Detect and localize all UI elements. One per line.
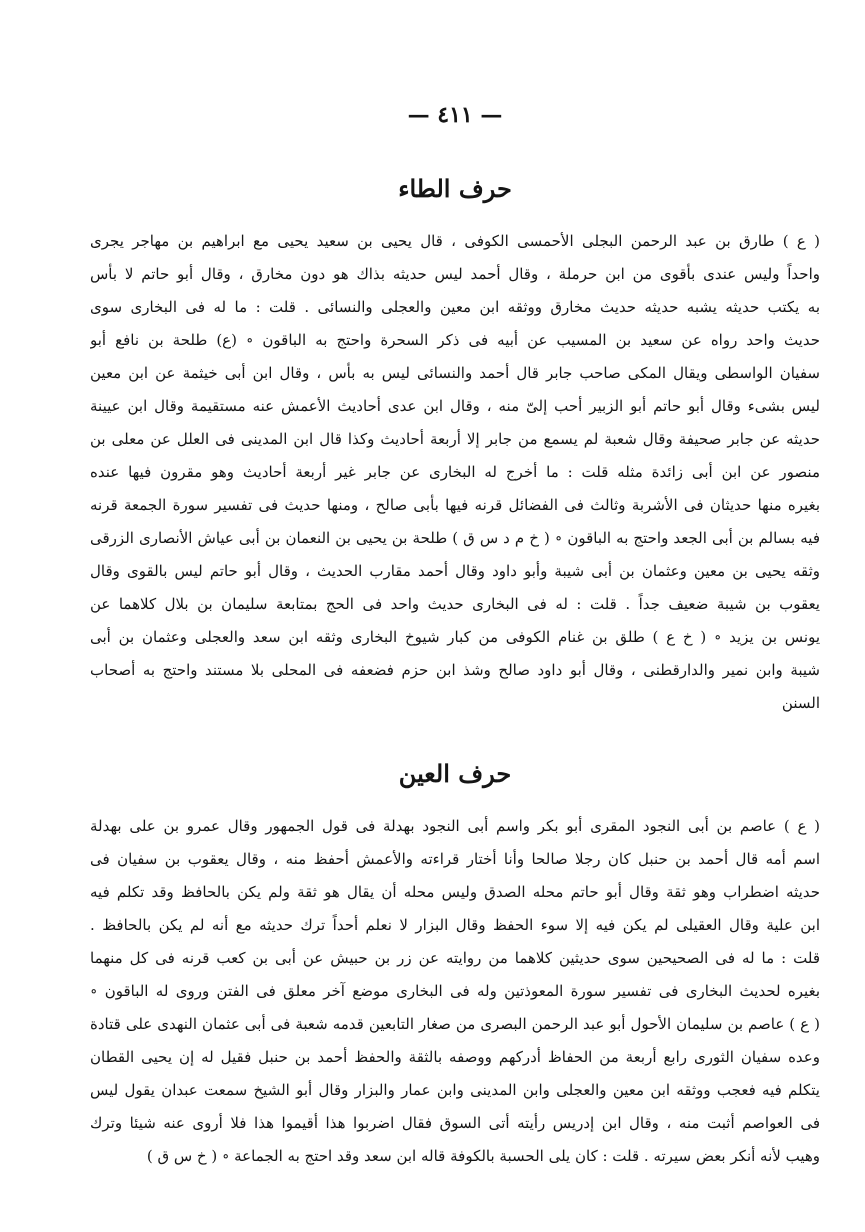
section-title: حرف العين bbox=[398, 759, 512, 788]
text-line: وثقه يحيى بن معين وعثمان بن أبى شيبة وأبو داود وقال أحمد مقارب الحديث ، وقال أبو حاتم ليس بالقوى وقال bbox=[90, 562, 820, 580]
text-line: ( ع ) طارق بن عبد الرحمن البجلى الأحمسى الكوفى ، قال يحيى بن سعيد يحيى مع ابراهيم بن مهاجر يجرى bbox=[90, 232, 820, 250]
text-line: ابن علية وقال العقيلى لم يكن فيه إلا سوء الحفظ وقال البزار لا نعلم أحداً ترك حديثه مع أنه لم يكن بالحافظ . bbox=[90, 916, 820, 934]
page-number: — ٤١١ — bbox=[407, 102, 503, 128]
text-line: بغيره منها حديثان فى الأشربة وثالث فى الفضائل قرنه فيها بأبى صالح ، ومنها حديث فى تفسير سورة الجمعة قرنه bbox=[90, 496, 820, 514]
text-line: وعده سفيان الثورى رابع أربعة من الحفاظ أدركهم ووصفه بالثقة والحفظ أحمد بن حنبل فقيل له إن يحيى القطان bbox=[90, 1048, 820, 1066]
text-line: يعقوب بن شيبة ضعيف جداً . قلت : له فى البخارى حديث واحد فى الحج بمتابعة سليمان بن بلال كلاهما عن bbox=[90, 595, 820, 613]
text-line: حديث واحد رواه عن سعيد بن المسيب عن أبيه فى ذكر السحرة واحتج به الباقون ∘ (ع) طلحة بن نافع أبو bbox=[90, 331, 820, 349]
section-title: حرف الطاء bbox=[398, 174, 512, 203]
text-line: فى العواصم أثبت منه ، وقال ابن إدريس رأيته أتى السوق فقال اضربوا هذا أقيموا هذا فلا أروى عنه شيئا وترك bbox=[90, 1114, 820, 1132]
text-line: بغيره لحديث البخارى فى تفسير سورة المعوذتين وله فى البخارى موضع آخر معلق فى الفتن وروى له الباقون ∘ bbox=[90, 982, 820, 1000]
book-page bbox=[90, 95, 820, 1183]
text-line: يونس بن يزيد ∘ ( خ ع ) طلق بن غنام الكوفى من كبار شيوخ البخارى وثقه ابن سعد والعجلى وعثمان بن أبى bbox=[90, 628, 820, 646]
text-line: السنن bbox=[781, 694, 820, 712]
section-letter-ta bbox=[90, 165, 820, 720]
text-line: قلت : ما له فى الصحيحين سوى حديثين كلاهما من روايته عن زر بن حبيش عن أبى بن كعب قرنه فى كل منهما bbox=[90, 949, 820, 967]
text-line: حديثه عن جابر صحيفة وقال شعبة لم يسمع من جابر إلا أربعة أحاديث وكذا قال ابن المدينى فى العلل عن معلى بن bbox=[90, 430, 820, 448]
text-line: ليس بشىء وقال أبو حاتم أبو الزبير أحب إلىّ منه ، وقال ابن عدى أحاديث الأعمش عنه مستقيمة وقال ابن عيينة bbox=[90, 397, 820, 415]
text-line: سفيان الواسطى ويقال المكى صاحب جابر قال أحمد والنسائى ليس به بأس ، وقال ابن أبى خيثمة عن ابن معين bbox=[90, 364, 820, 382]
text-line: شيبة وابن نمير والدارقطنى ، وقال أبو داود صالح وشذ ابن حزم فضعفه فى المحلى بلا مستند واحتج به أصحاب bbox=[90, 661, 820, 679]
text-line: حديثه اضطراب وهو ثقة وقال أبو حاتم محله الصدق وليس محله أن يقال هو ثقة ولم يكن بالحافظ وقد تكلم فيه bbox=[90, 883, 820, 901]
text-line: وهيب لأنه أنكر بعض سيرته . قلت : كان يلى الحسبة بالكوفة قاله ابن سعد وقد احتج به الجماعة ∘ ( خ س ق ) bbox=[146, 1147, 820, 1165]
section-letter-ain bbox=[90, 750, 820, 1173]
text-line: به يكتب حديثه يشبه حديثه حديث مخارق ووثقه ابن معين والعجلى والنسائى . قلت : ما له فى البخارى سوى bbox=[90, 298, 820, 316]
text-line: اسم أمه قال أحمد بن حنبل كان رجلا صالحا وأنا أختار قراءته والأعمش أحفظ منه ، وقال يعقوب بن سفيان فى bbox=[90, 850, 820, 868]
text-line: يتكلم فيه فعجب ووثقه ابن معين والعجلى وابن المدينى وابن عمار والبزار وقال أبو الشيخ سمعت عبدان يقول ليس bbox=[90, 1081, 820, 1099]
text-line: واحداً وليس عندى بأقوى من ابن حرملة ، وقال أحمد ليس حديثه بذاك هو دون مخارق ، وقال أبو حاتم لا بأس bbox=[90, 265, 820, 283]
text-line: ( ع ) عاصم بن سليمان الأحول أبو عبد الرحمن البصرى من صغار التابعين قدمه شعبة فى أبى عثمان النهدى على قتادة bbox=[90, 1015, 820, 1033]
text-line: فيه بسالم بن أبى الجعد واحتج به الباقون ∘ ( خ م د س ق ) طلحة بن يحيى بن النعمان بن أبى عياش الأنصارى الزرقى bbox=[90, 529, 820, 547]
text-line: منصور عن ابن أبى زائدة مثله قلت : ما أخرج له البخارى عن جابر غير أربعة أحاديث وهو مقرون فيها عنده bbox=[90, 463, 820, 481]
text-line: ( ع ) عاصم بن أبى النجود المقرى أبو بكر واسم أبى النجود بهدلة فى قول الجمهور وقال عمرو بن على بهدلة bbox=[90, 817, 820, 835]
